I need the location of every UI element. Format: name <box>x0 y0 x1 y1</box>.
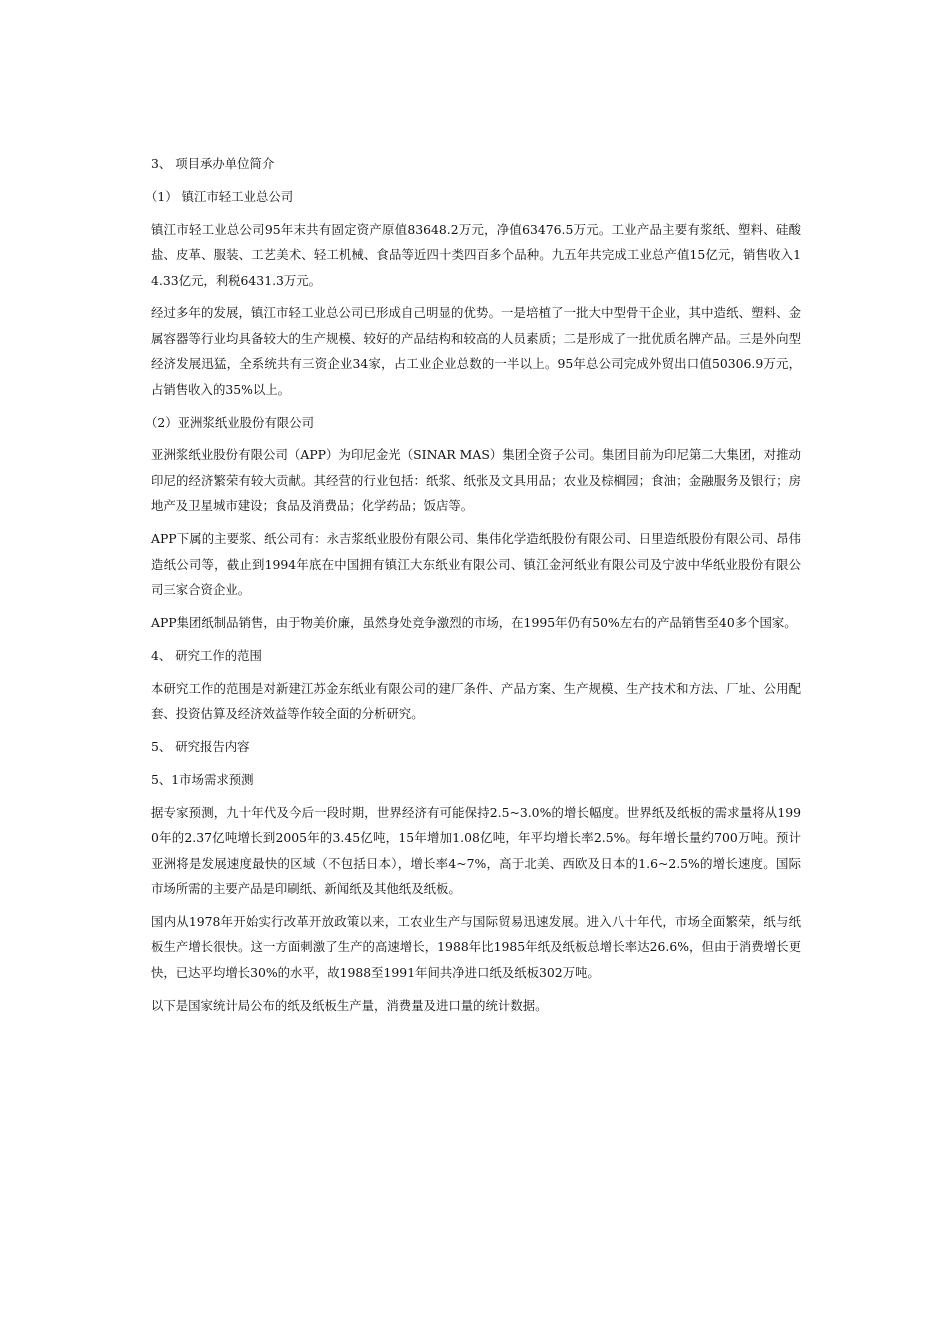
section-heading-4: 4、 研究工作的范围 <box>151 647 262 663</box>
subsection-heading-2: （2）亚洲浆纸业股份有限公司 <box>145 414 314 430</box>
subsection-heading-1: （1） 镇江市轻工业总公司 <box>145 188 294 204</box>
body-paragraph: 国内从1978年开始实行改革开放政策以来，工农业生产与国际贸易迅速发展。进入八十年代，市场全面繁荣，纸与纸板生产增长很快。这一方面刺激了生产的高速增长，1988年比1985年纸及纸板总增长率达26.6%，但由于消费增长更快，已达平均增长30%的水平，故1988至1991年间共净进口纸及纸板302万吨。 <box>151 913 801 980</box>
section-heading-5-1: 5、1市场需求预测 <box>151 771 254 787</box>
section-heading-5: 5、 研究报告内容 <box>151 738 250 754</box>
body-paragraph: 以下是国家统计局公布的纸及纸板生产量，消费量及进口量的统计数据。 <box>151 997 548 1013</box>
body-paragraph: 据专家预测，九十年代及今后一段时期，世界经济有可能保持2.5~3.0%的增长幅度。世界纸及纸板的需求量将从1990年的2.37亿吨增长到2005年的3.45亿吨，15年增加1.08亿吨，年平均增长率2.5%。每年增长量约700万吨。预计亚洲将是发展速度最快的区域（不包括日本），增长率4~7%，高于北美、西欧及日本的1.6~2.5%的增长速度。国际市场所需的主要产品是印刷纸、新闻纸及其他纸及纸板。 <box>151 804 801 897</box>
document-page <box>145 151 801 1025</box>
body-paragraph: 经过多年的发展，镇江市轻工业总公司已形成自己明显的优势。一是培植了一批大中型骨干企业，其中造纸、塑料、金属容器等行业均具备较大的生产规模、较好的产品结构和较高的人员素质；二是形成了一批优质名牌产品。三是外向型经济发展迅猛，全系统共有三资企业34家，占工业企业总数的一半以上。95年总公司完成外贸出口值50306.9万元，占销售收入的35%以上。 <box>151 305 801 397</box>
body-paragraph: APP下属的主要浆、纸公司有：永吉浆纸业股份有限公司、集伟化学造纸股份有限公司、日里造纸股份有限公司、昂伟造纸公司等，截止到1994年底在中国拥有镇江大东纸业有限公司、镇江金河纸业有限公司及宁波中华纸业股份有限公司三家合资企业。 <box>151 531 801 598</box>
body-paragraph: 本研究工作的范围是对新建江苏金东纸业有限公司的建厂条件、产品方案、生产规模、生产技术和方法、厂址、公用配套、投资估算及经济效益等作较全面的分析研究。 <box>151 680 801 722</box>
body-paragraph: 镇江市轻工业总公司95年末共有固定资产原值83648.2万元，净值63476.5万元。工业产品主要有浆纸、塑料、硅酸盐、皮革、服装、工艺美术、轻工机械、食品等近四十类四百多个品种。九五年共完成工业总产值15亿元，销售收入14.33亿元，利税6431.3万元。 <box>151 221 801 288</box>
body-paragraph: 亚洲浆纸业股份有限公司（APP）为印尼金光（SINAR MAS）集团全资子公司。集团目前为印尼第二大集团，对推动印尼的经济繁荣有较大贡献。其经营的行业包括：纸浆、纸张及文具用品；农业及棕榈园；食油；金融服务及银行；房地产及卫星城市建设；食品及消费品；化学药品；饭店等。 <box>151 447 801 514</box>
section-heading-3: 3、 项目承办单位简介 <box>151 156 275 171</box>
body-paragraph: APP集团纸制品销售，由于物美价廉，虽然身处竞争激烈的市场，在1995年仍有50%左右的产品销售至40多个国家。 <box>151 615 797 631</box>
